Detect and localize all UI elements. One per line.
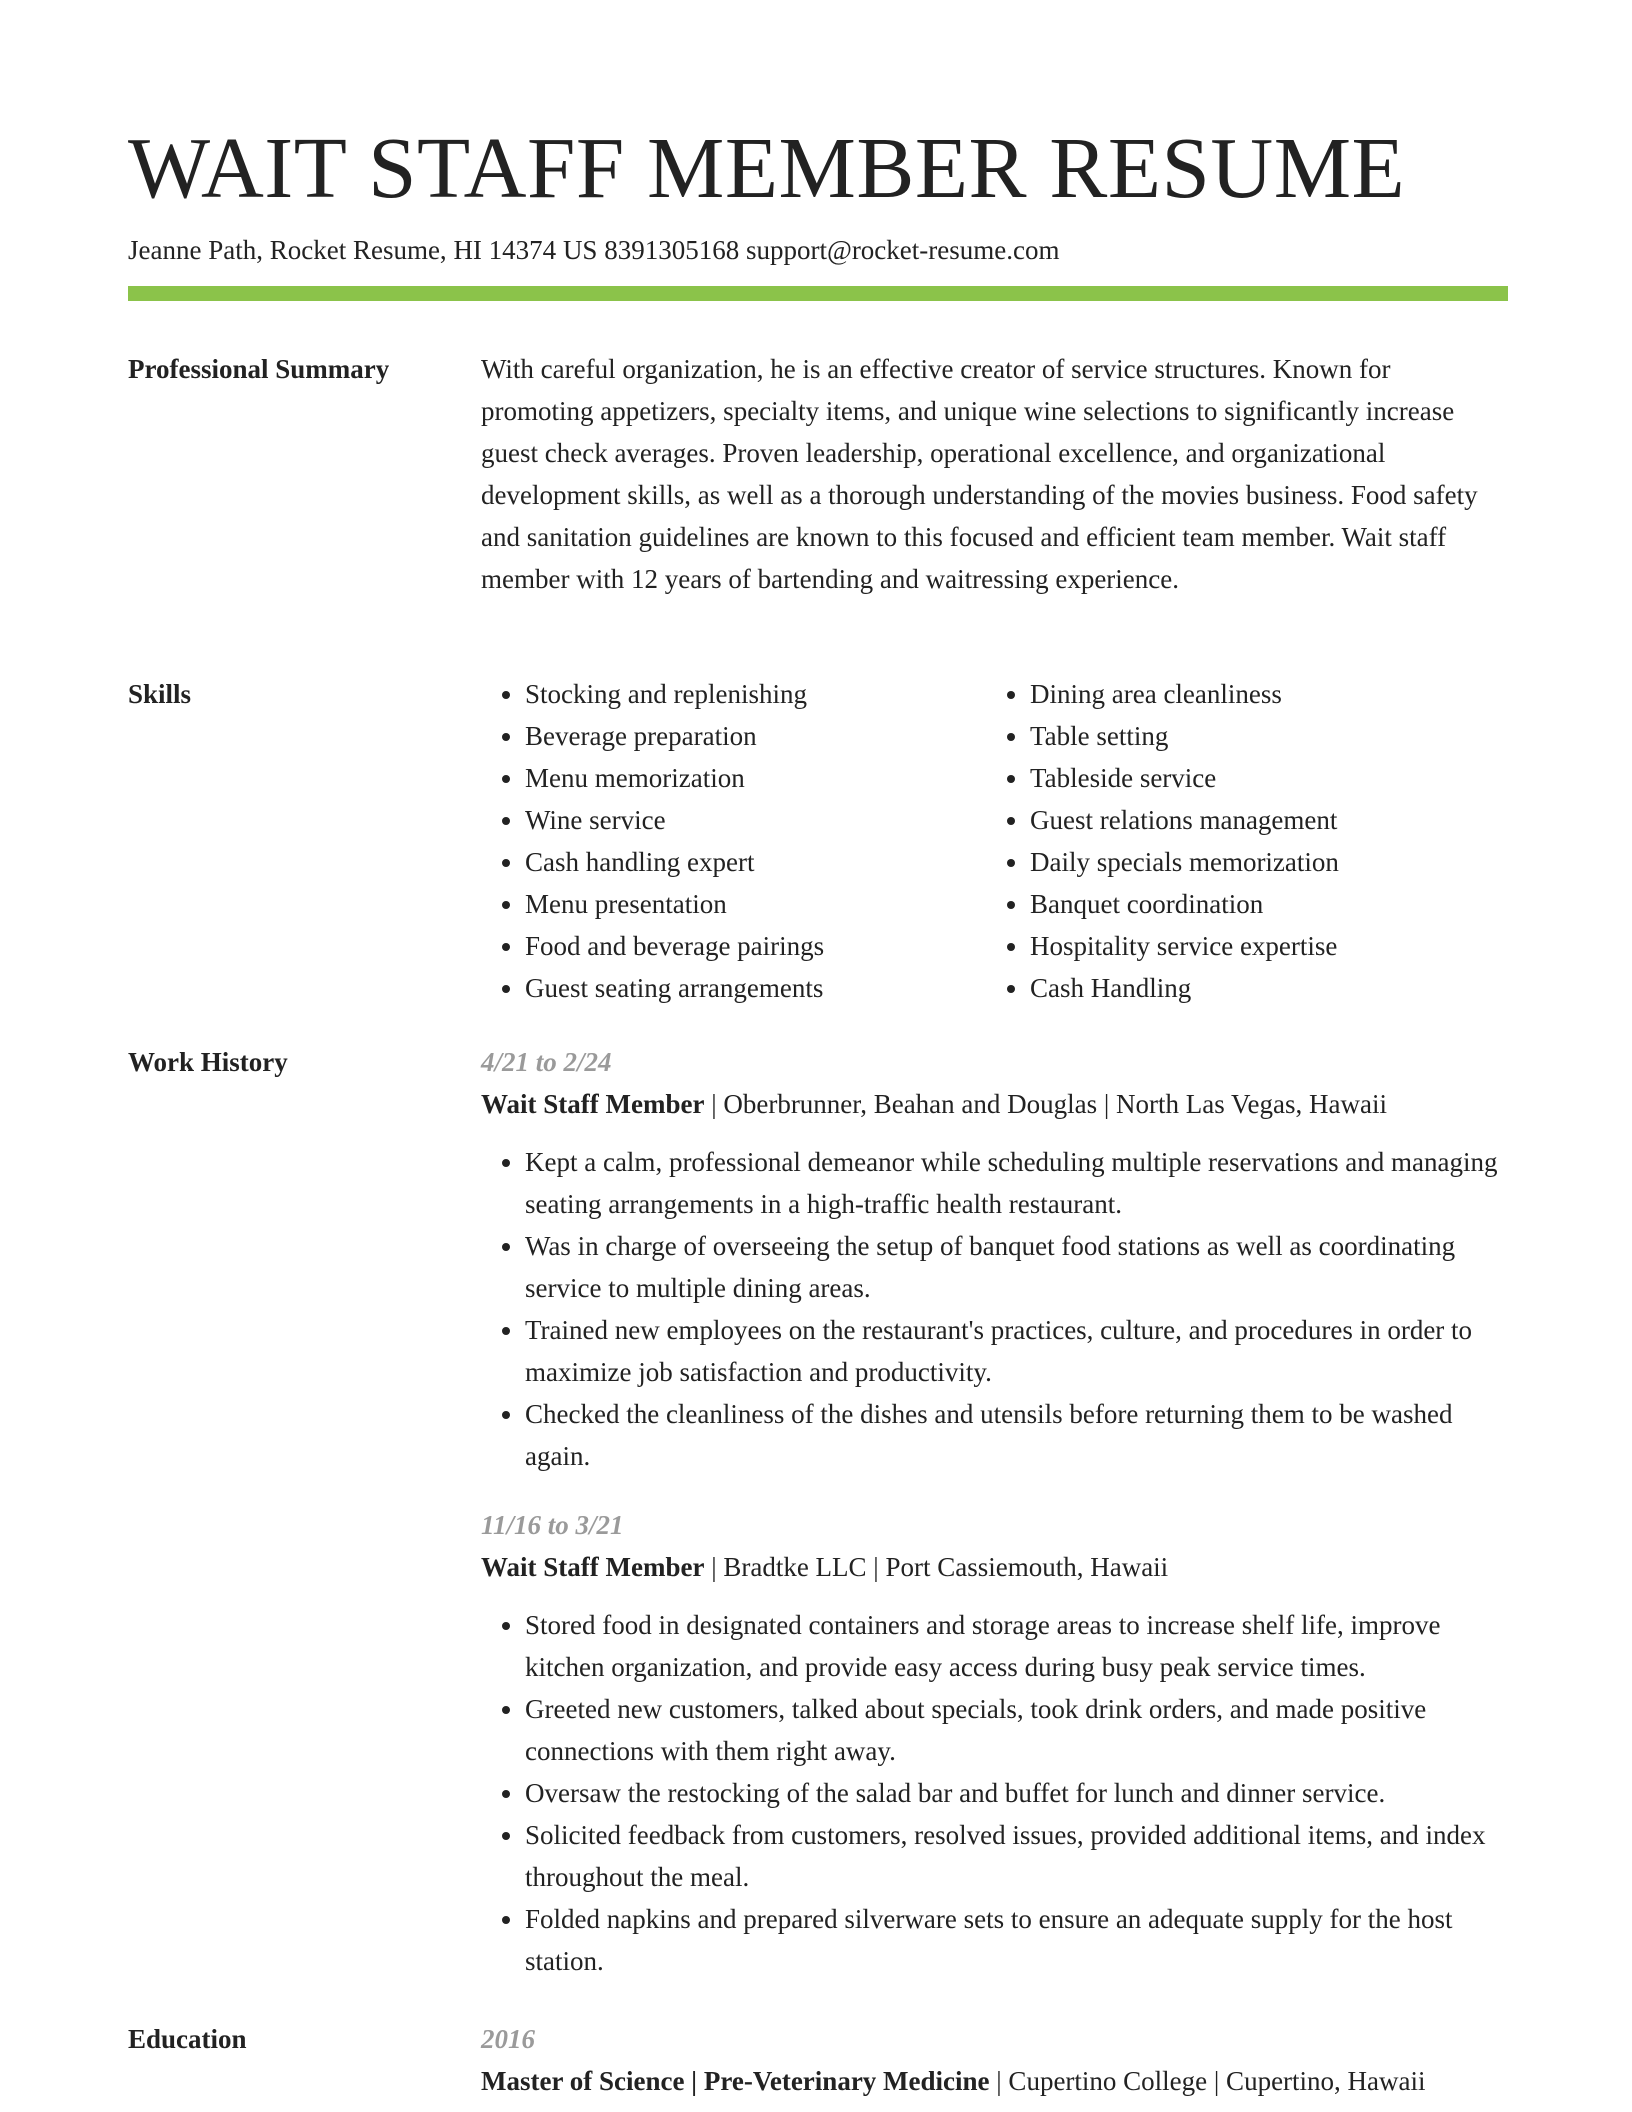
education-year: 2016 (481, 2024, 535, 2054)
skills-list-right (986, 673, 1490, 1009)
skill-item: • Guest seating arrangements (525, 967, 985, 1009)
contact-country: US (562, 235, 598, 265)
job-entry (481, 1504, 1508, 1982)
job-bullet: • Trained new employees on the restaurant's practices, culture, and procedures in order to maximize job satisfaction and productivity. (525, 1309, 1508, 1393)
skill-item: • Stocking and replenishing (525, 673, 985, 715)
job-bullet: • Was in charge of overseeing the setup of banquet food stations as well as coordinating service to multiple dining areas. (525, 1225, 1508, 1309)
job-dates: 11/16 to 3/21 (481, 1510, 624, 1540)
education-line (481, 2060, 1508, 2102)
skills-heading: Skills (128, 679, 192, 709)
education-degree: Master of Science | Pre-Veterinary Medicine (481, 2066, 990, 2096)
job-role: Wait Staff Member (481, 1089, 705, 1119)
job-title-line (481, 1083, 1508, 1125)
skill-item: • Menu memorization (525, 757, 985, 799)
contact-line (128, 232, 1059, 268)
skill-item: • Beverage preparation (525, 715, 985, 757)
skills-list-left (481, 673, 985, 1009)
job-bullet: • Folded napkins and prepared silverware sets to ensure an adequate supply for the host station. (525, 1898, 1508, 1982)
skill-item: • Dining area cleanliness (1030, 673, 1490, 715)
job-employer-location: | Oberbrunner, Beahan and Douglas | North Las Vegas, Hawaii (704, 1089, 1387, 1119)
job-bullet: • Oversaw the restocking of the salad bar and buffet for lunch and dinner service. (525, 1772, 1508, 1814)
job-bullets (481, 1604, 1508, 1982)
summary-text: With careful organization, he is an effective creator of service structures. Known for promoting appetizers, specialty items, and unique wine selections to significantly increase guest check averages. Proven leadership, operational excellence, and organizational development skills, as well as a thorough understanding of the movies business. Food safety and sanitation guidelines are known to this focused and efficient team member. Wait staff member with 12 years of bartending and waitressing experience. (481, 354, 1478, 594)
education-school-location: | Cupertino College | Cupertino, Hawaii (989, 2066, 1426, 2096)
job-employer-location: | Bradtke LLC | Port Cassiemouth, Hawaii (704, 1552, 1169, 1582)
skill-item: • Food and beverage pairings (525, 925, 985, 967)
summary-heading: Professional Summary (128, 354, 390, 384)
accent-divider (128, 286, 1508, 301)
skill-item: • Tableside service (1030, 757, 1490, 799)
skill-item: • Menu presentation (525, 883, 985, 925)
job-bullet: • Checked the cleanliness of the dishes and utensils before returning them to be washed again. (525, 1393, 1508, 1477)
contact-state-zip: HI 14374 (453, 235, 557, 265)
skill-item: • Guest relations management (1030, 799, 1490, 841)
job-bullet: • Greeted new customers, talked about specials, took drink orders, and made positive connections with them right away. (525, 1688, 1508, 1772)
job-bullet: • Kept a calm, professional demeanor while scheduling multiple reservations and managing seating arrangements in a high-traffic health restaurant. (525, 1141, 1508, 1225)
contact-city: Rocket Resume, (269, 235, 447, 265)
work-heading: Work History (128, 1047, 288, 1077)
job-dates: 4/21 to 2/24 (481, 1047, 612, 1077)
work-body (481, 1041, 1508, 2009)
education-body (481, 2018, 1508, 2102)
contact-email: support@rocket-resume.com (745, 235, 1060, 265)
skills-body (481, 673, 1508, 1009)
skill-item: • Cash Handling (1030, 967, 1490, 1009)
education-heading: Education (128, 2024, 247, 2054)
contact-name: Jeanne Path, (128, 235, 263, 265)
skill-item: • Table setting (1030, 715, 1490, 757)
resume-title: WAIT STAFF MEMBER RESUME (128, 119, 1406, 216)
skill-item: • Banquet coordination (1030, 883, 1490, 925)
skill-item: • Hospitality service expertise (1030, 925, 1490, 967)
contact-phone: 8391305168 (604, 235, 740, 265)
job-entry (481, 1041, 1508, 1477)
skill-item: • Daily specials memorization (1030, 841, 1490, 883)
skill-item: • Cash handling expert (525, 841, 985, 883)
job-role: Wait Staff Member (481, 1552, 705, 1582)
skill-item: • Wine service (525, 799, 985, 841)
summary-body (481, 348, 1508, 600)
job-bullets (481, 1141, 1508, 1477)
job-title-line (481, 1546, 1508, 1588)
job-bullet: • Stored food in designated containers and storage areas to increase shelf life, improve kitchen organization, and provide easy access during busy peak service times. (525, 1604, 1508, 1688)
skills-columns (481, 673, 1508, 1009)
job-bullet: • Solicited feedback from customers, resolved issues, provided additional items, and index throughout the meal. (525, 1814, 1508, 1898)
